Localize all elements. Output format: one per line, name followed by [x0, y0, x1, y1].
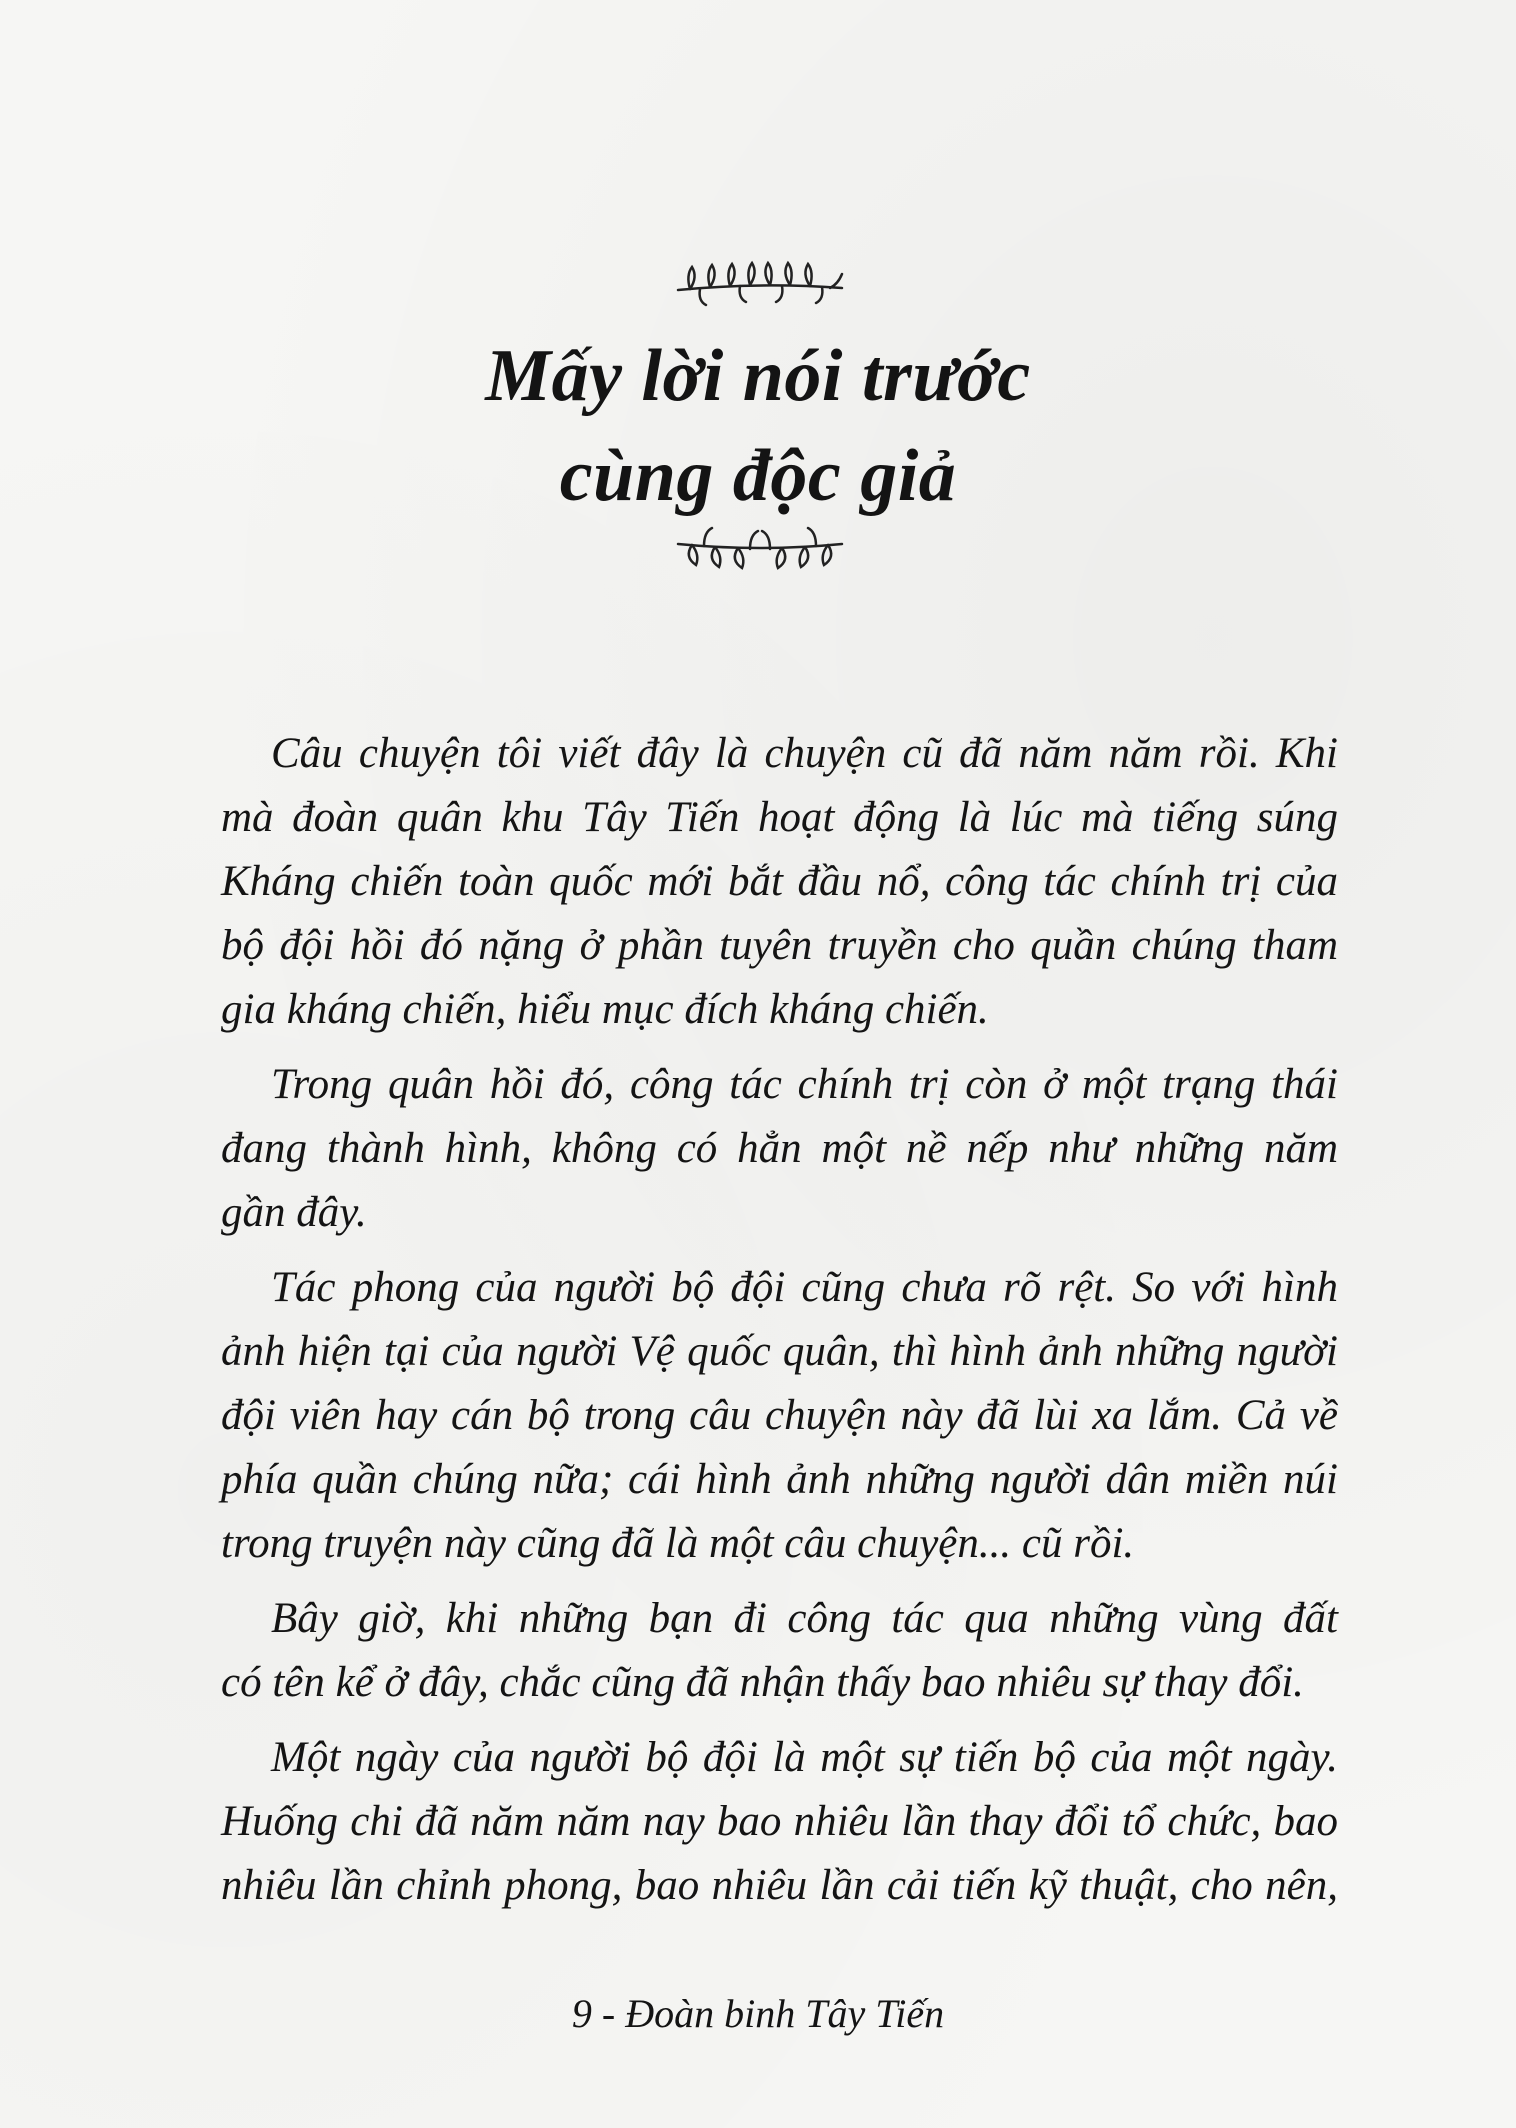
paragraph [221, 1587, 1338, 1715]
text-line: mà đoàn quân khu Tây Tiến hoạt động là lúc mà tiếng súng [221, 794, 1338, 841]
text-line: trong truyện này cũng đã là một câu chuyện... cũ rồi. [221, 1520, 1135, 1567]
paragraph [221, 1726, 1338, 1918]
text-line: nhiêu lần chỉnh phong, bao nhiêu lần cải tiến kỹ thuật, cho nên, [221, 1862, 1338, 1909]
paragraph [221, 1256, 1338, 1576]
text-line: Tác phong của người bộ đội cũng chưa rõ rệt. So với hình [271, 1264, 1338, 1311]
text-line: Huống chi đã năm năm nay bao nhiêu lần thay đổi tổ chức, bao [221, 1798, 1338, 1845]
text-line: Kháng chiến toàn quốc mới bắt đầu nổ, công tác chính trị của [221, 858, 1338, 905]
preface-body [221, 722, 1338, 1929]
text-line: gần đây. [221, 1189, 367, 1236]
text-line: Bây giờ, khi những bạn đi công tác qua những vùng đất [271, 1595, 1338, 1642]
text-line: Trong quân hồi đó, công tác chính trị còn ở một trạng thái [271, 1061, 1338, 1108]
chapter-title [0, 326, 1516, 526]
title-line-1: Mấy lời nói trước [485, 335, 1031, 417]
text-line: Một ngày của người bộ đội là một sự tiến bộ của một ngày. [271, 1734, 1338, 1781]
text-line: đội viên hay cán bộ trong câu chuyện này đã lùi xa lắm. Cả về [221, 1392, 1338, 1439]
text-line: có tên kể ở đây, chắc cũng đã nhận thấy bao nhiêu sự thay đổi. [221, 1659, 1304, 1706]
paragraph [221, 722, 1338, 1042]
text-line: ảnh hiện tại của người Vệ quốc quân, thì hình ảnh những người [221, 1328, 1338, 1375]
page-footer: 9 - Đoàn binh Tây Tiến [571, 1991, 945, 2036]
laurel-branch-icon [670, 522, 850, 572]
text-line: Câu chuyện tôi viết đây là chuyện cũ đã năm năm rồi. Khi [271, 730, 1338, 777]
text-line: phía quần chúng nữa; cái hình ảnh những người dân miền núi [221, 1456, 1338, 1503]
text-line: bộ đội hồi đó nặng ở phần tuyên truyền cho quần chúng tham [221, 922, 1338, 969]
laurel-branch-icon [670, 258, 850, 308]
title-line-2: cùng độc giả [559, 435, 957, 517]
text-line: đang thành hình, không có hẳn một nề nếp như những năm [221, 1125, 1338, 1172]
paragraph [221, 1053, 1338, 1245]
text-line: gia kháng chiến, hiểu mục đích kháng chiến. [221, 986, 989, 1033]
